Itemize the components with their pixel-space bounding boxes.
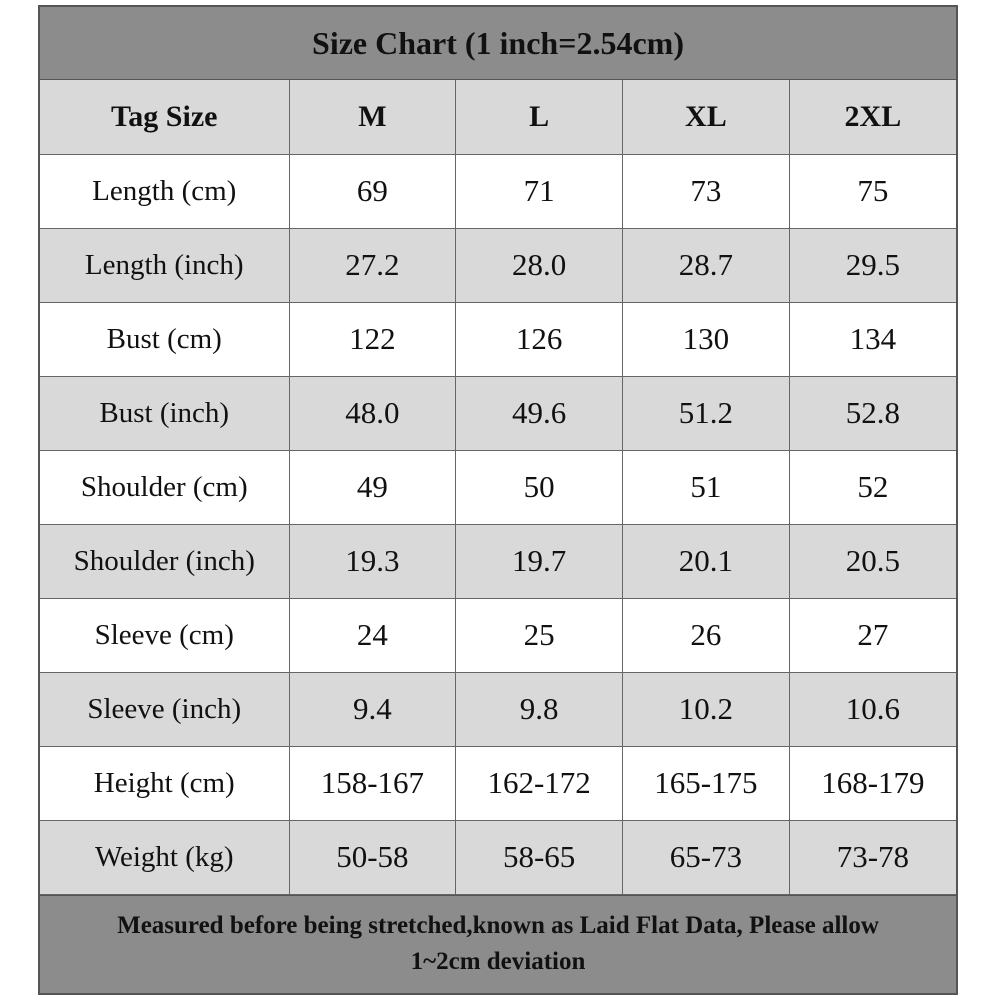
row-label: Bust (inch) (40, 376, 289, 450)
table-cell: 69 (289, 154, 456, 228)
table-cell: 24 (289, 598, 456, 672)
table-cell: 130 (623, 302, 790, 376)
size-chart (38, 5, 958, 995)
row-label: Weight (kg) (40, 820, 289, 894)
table-cell: 162-172 (456, 746, 623, 820)
table-row (40, 302, 956, 376)
row-label: Length (cm) (40, 154, 289, 228)
footer-note (40, 895, 956, 994)
table-cell: 51 (623, 450, 790, 524)
table-cell: 51.2 (623, 376, 790, 450)
header-tag-size: Tag Size (40, 80, 289, 154)
table-cell: 52.8 (789, 376, 956, 450)
table-row (40, 524, 956, 598)
row-label: Shoulder (inch) (40, 524, 289, 598)
table-cell: 58-65 (456, 820, 623, 894)
header-size-2xl: 2XL (789, 80, 956, 154)
table-row (40, 228, 956, 302)
row-label: Shoulder (cm) (40, 450, 289, 524)
table-cell: 71 (456, 154, 623, 228)
table-row (40, 820, 956, 894)
table-cell: 49.6 (456, 376, 623, 450)
footer-note-line2: 1~2cm deviation (410, 948, 586, 976)
header-size-l: L (456, 80, 623, 154)
row-label: Sleeve (cm) (40, 598, 289, 672)
table-row (40, 376, 956, 450)
table-cell: 9.4 (289, 672, 456, 746)
table-cell: 20.1 (623, 524, 790, 598)
row-label: Length (inch) (40, 228, 289, 302)
table-cell: 165-175 (623, 746, 790, 820)
table-cell: 75 (789, 154, 956, 228)
table-cell: 134 (789, 302, 956, 376)
table-cell: 168-179 (789, 746, 956, 820)
table-cell: 25 (456, 598, 623, 672)
table-cell: 49 (289, 450, 456, 524)
header-row (40, 80, 956, 154)
row-label: Height (cm) (40, 746, 289, 820)
table-row (40, 450, 956, 524)
table-row (40, 598, 956, 672)
table-cell: 28.7 (623, 228, 790, 302)
table-cell: 65-73 (623, 820, 790, 894)
table-cell: 10.6 (789, 672, 956, 746)
table-row (40, 154, 956, 228)
table-cell: 158-167 (289, 746, 456, 820)
table-cell: 29.5 (789, 228, 956, 302)
table-cell: 73-78 (789, 820, 956, 894)
size-table (40, 80, 956, 895)
table-cell: 10.2 (623, 672, 790, 746)
header-size-m: M (289, 80, 456, 154)
table-row (40, 672, 956, 746)
table-cell: 50-58 (289, 820, 456, 894)
table-cell: 9.8 (456, 672, 623, 746)
table-cell: 27.2 (289, 228, 456, 302)
table-cell: 73 (623, 154, 790, 228)
table-cell: 20.5 (789, 524, 956, 598)
table-row (40, 746, 956, 820)
table-cell: 19.7 (456, 524, 623, 598)
row-label: Sleeve (inch) (40, 672, 289, 746)
table-cell: 50 (456, 450, 623, 524)
footer-note-line1: Measured before being stretched,known as Laid Flat Data, Please allow (117, 912, 879, 940)
row-label: Bust (cm) (40, 302, 289, 376)
table-cell: 122 (289, 302, 456, 376)
table-cell: 19.3 (289, 524, 456, 598)
table-cell: 126 (456, 302, 623, 376)
header-size-xl: XL (623, 80, 790, 154)
table-cell: 48.0 (289, 376, 456, 450)
table-cell: 27 (789, 598, 956, 672)
table-cell: 52 (789, 450, 956, 524)
table-cell: 26 (623, 598, 790, 672)
chart-title: Size Chart (1 inch=2.54cm) (40, 7, 956, 80)
table-cell: 28.0 (456, 228, 623, 302)
